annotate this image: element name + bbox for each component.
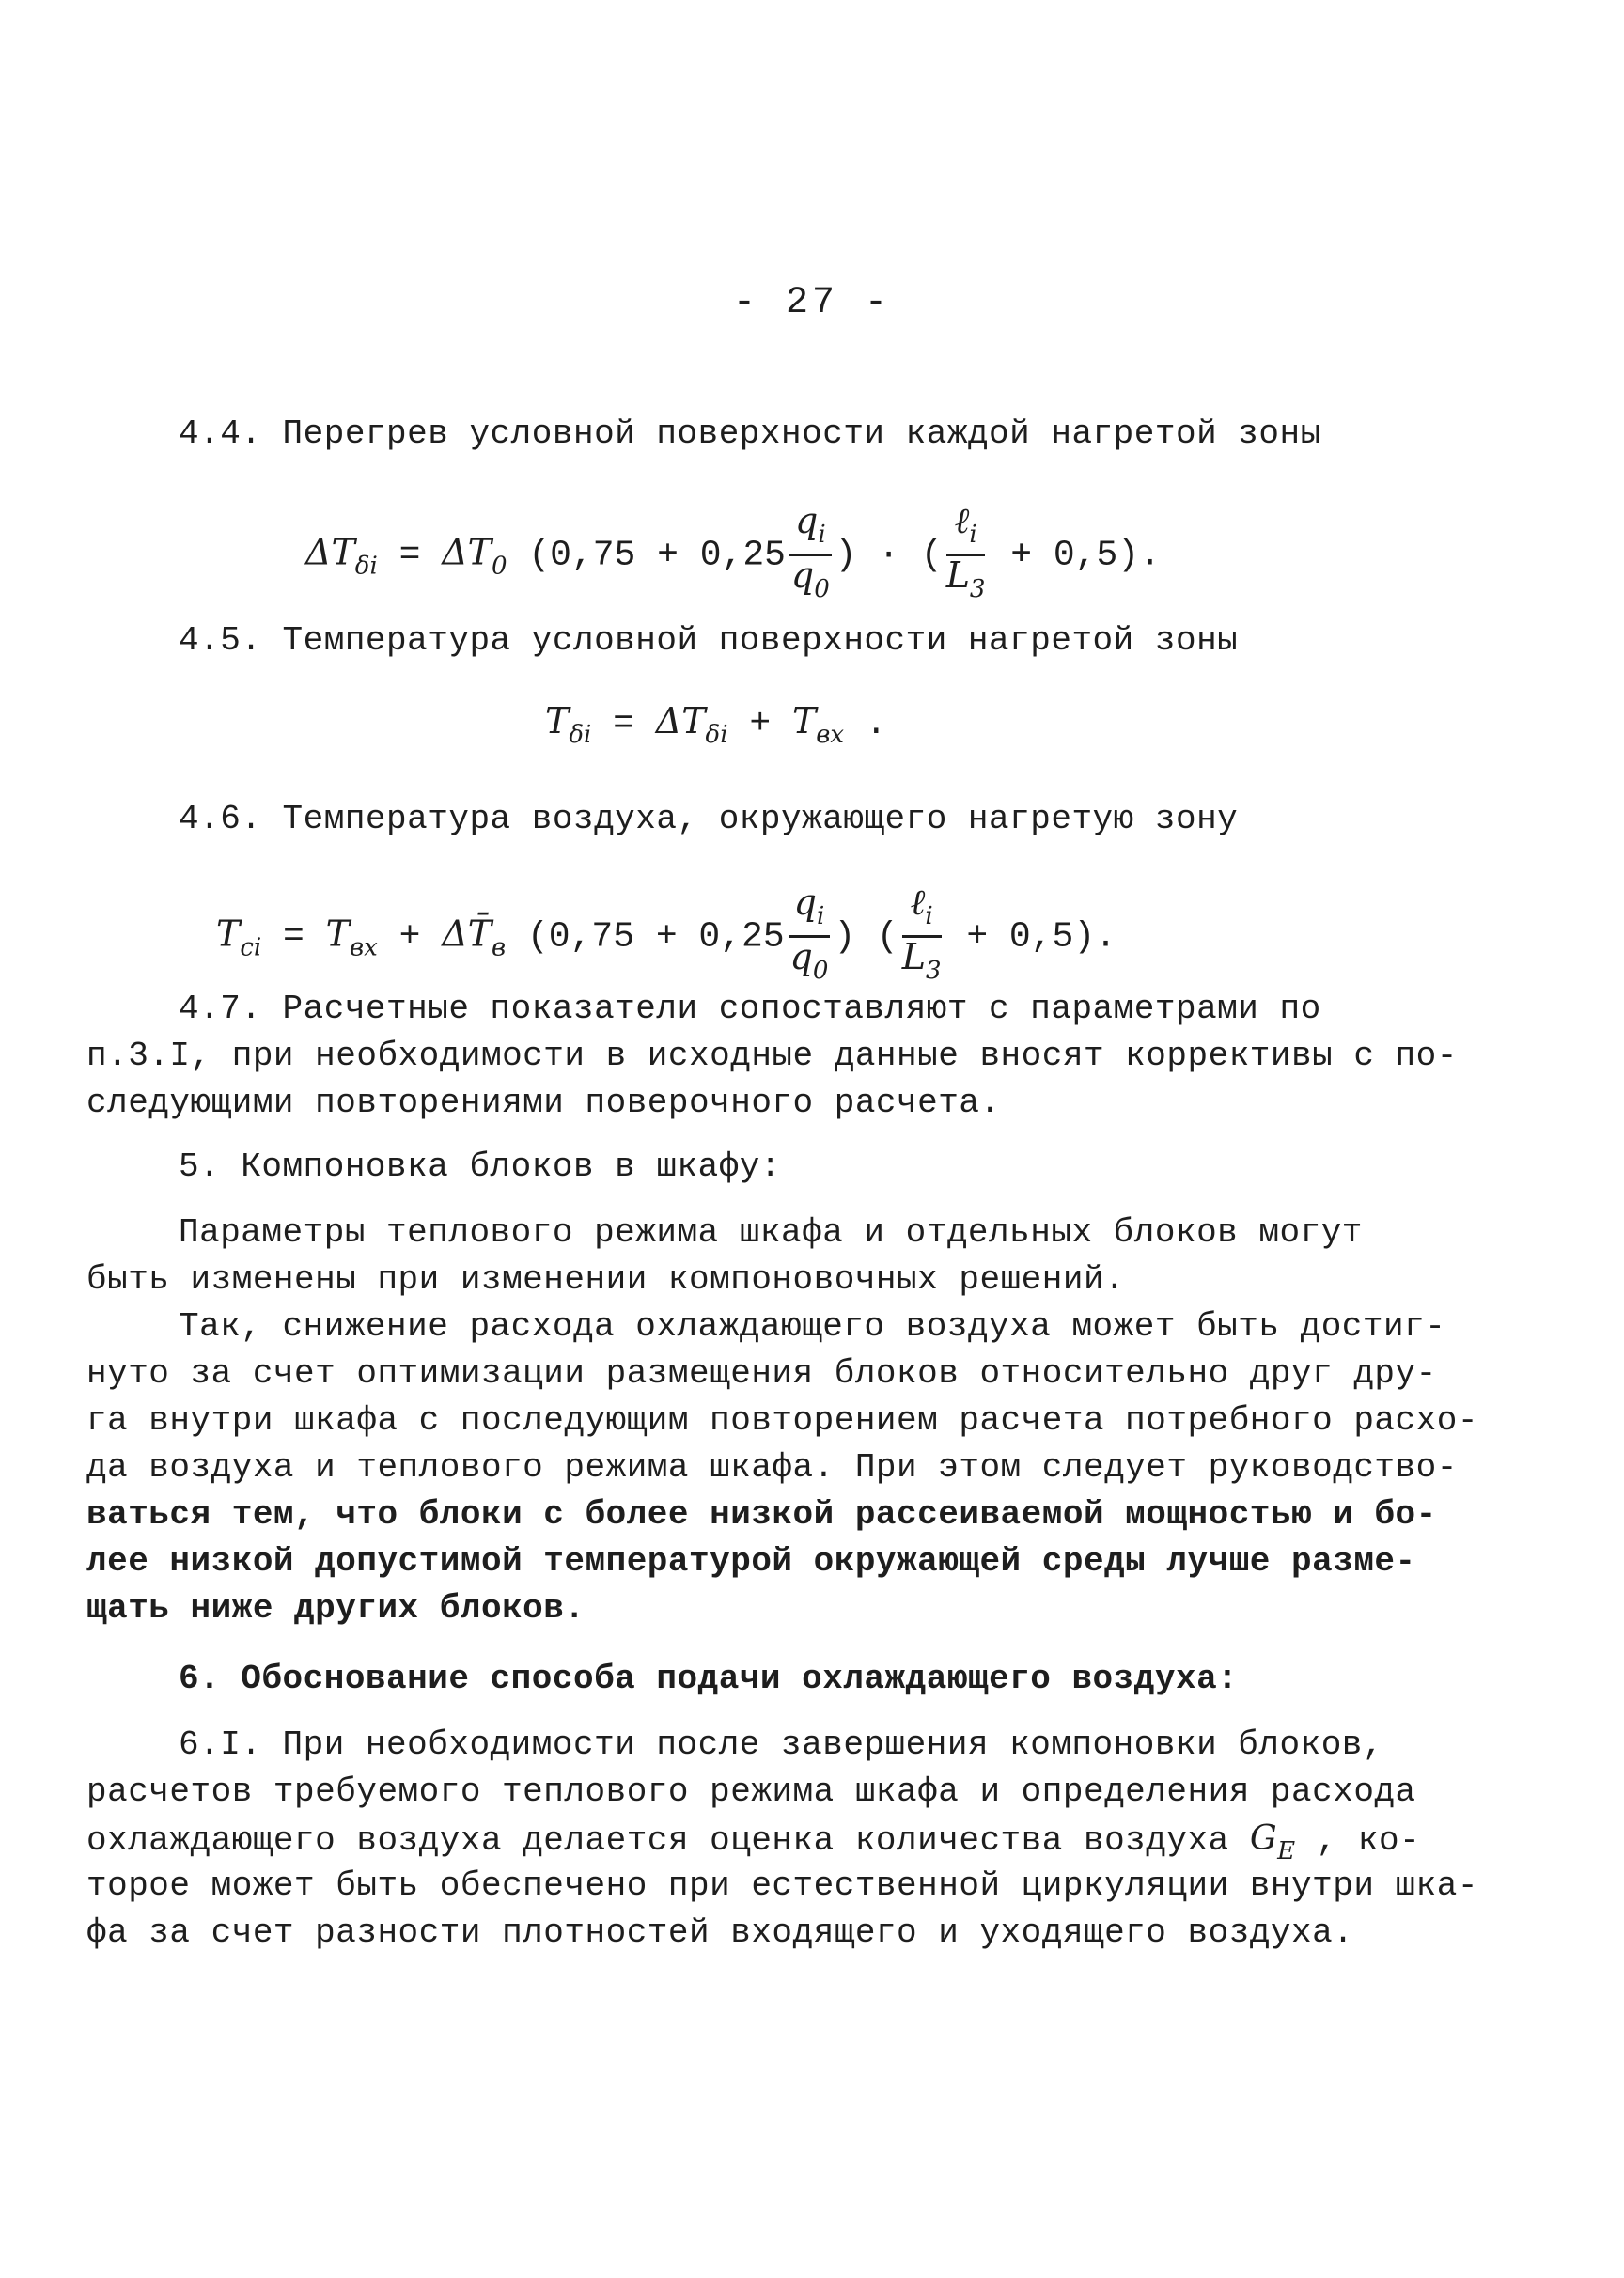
- section-4-5-heading: 4.5. Температура условной поверхности нагретой зоны: [179, 621, 1239, 660]
- section-5-para-b-line-6: лее низкой допустимой температурой окружающей среды лучше разме-: [86, 1542, 1416, 1581]
- section-6-1-line-2: расчетов требуемого теплового режима шкафа и определения расхода: [86, 1772, 1416, 1811]
- section-5-heading: 5. Компоновка блоков в шкафу:: [179, 1147, 782, 1186]
- air-quantity-subscript: E: [1277, 1837, 1296, 1865]
- section-4-7-line-2: п.3.I, при необходимости в исходные данные вносят коррективы с по-: [86, 1037, 1458, 1075]
- section-4-4-heading: 4.4. Перегрев условной поверхности каждой нагретой зоны: [179, 414, 1321, 453]
- section-4-6-heading: 4.6. Температура воздуха, окружающего нагретую зону: [179, 800, 1239, 838]
- formula-4-4: $\Delta T_{\delta i} = \Delta T_0$ (0,75 + 0,25 $\frac{q_i}{q_0}$ ) · ( $\frac{\ell_i}{L_3}$ + 0,5).: [305, 500, 1161, 603]
- section-6-heading: 6. Обоснование способа подачи охлаждающего воздуха:: [179, 1660, 1239, 1698]
- section-5-para-b-line-7: щать ниже других блоков.: [86, 1589, 586, 1628]
- formula-4-6: $T_{ci} = T_{вх}$ + $\Delta T̄_в$ (0,75 + 0,25 $\frac{q_i}{q_0}$ ) ( $\frac{\ell_i}{L_3}$ + 0,5).: [216, 882, 1116, 985]
- section-5-para-b-line-1: Так, снижение расхода охлаждающего воздуха может быть достиг-: [179, 1307, 1446, 1346]
- section-5-para-b-line-3: га внутри шкафа с последующим повторением расчета потребного расхо-: [86, 1401, 1478, 1440]
- section-6-1-line-4: торое может быть обеспечено при естественной циркуляции внутри шка-: [86, 1866, 1478, 1905]
- section-4-7-line-1: 4.7. Расчетные показатели сопоставляют с параметрами по: [179, 990, 1321, 1028]
- section-6-1-line-1: 6.I. При необходимости после завершения компоновки блоков,: [179, 1725, 1384, 1764]
- section-6-1-line-3-tail: , ко-: [1295, 1821, 1421, 1860]
- section-5-para-b-line-5: ваться тем, что блоки с более низкой рассеиваемой мощностью и бо-: [86, 1495, 1437, 1534]
- section-6-1-line-3: [86, 1818, 1421, 1872]
- section-5-para-a-line-1: Параметры теплового режима шкафа и отдельных блоков могут: [179, 1213, 1363, 1252]
- section-6-1-line-5: фа за счет разности плотностей входящего и уходящего воздуха.: [86, 1913, 1354, 1952]
- section-5-para-b-line-4: да воздуха и теплового режима шкафа. При этом следует руководство-: [86, 1448, 1458, 1487]
- section-6-1-line-3-text: охлаждающего воздуха делается оценка количества воздуха: [86, 1821, 1229, 1860]
- page-number: - 27 -: [732, 282, 892, 324]
- section-5-para-b-line-2: нуто за счет оптимизации размещения блоков относительно друг дру-: [86, 1354, 1437, 1393]
- section-5-para-a-line-2: быть изменены при изменении компоновочных решений.: [86, 1260, 1126, 1299]
- air-quantity-symbol: G: [1249, 1819, 1278, 1858]
- formula-4-5: $T_{\delta i} = \Delta T_{\delta i} + T_{вх}$ .: [545, 700, 887, 749]
- section-4-7-line-3: следующими повторениями поверочного расчета.: [86, 1084, 1001, 1122]
